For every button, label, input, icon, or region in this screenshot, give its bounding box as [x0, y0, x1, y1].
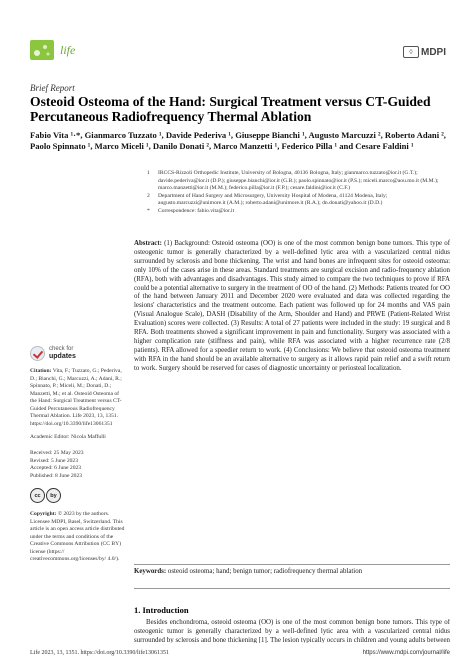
publisher-name: MDPI: [421, 46, 446, 58]
footer-citation: Life 2023, 13, 1351. https://doi.org/10.3390/life13061351: [30, 650, 170, 656]
paragraph: Besides enchondroma, osteoid osteoma (OO) is one of the most common benign bone tumors. This type of osteogenic tumor is generally characterized by a well-defined lytic area with a vascularized central nidus surrounded by sclerosis and bone thickening [1]. The lesion typically occurs in children and young adults between: [134, 619, 450, 643]
keywords-label: Keywords:: [134, 568, 167, 575]
affiliation-item: 2 Department of Hand Surgery and Microsurgery, University Hospital of Modena, 41124 Modena, Italy; augusto.marcuzzi@unimore.it (A.M.); roberto.adani@unimore.it (R.A.); dn.donati@yahoo.it (D.D.): [147, 192, 388, 207]
author-line: Paolo Spinnato ¹, Marco Miceli ¹, Danilo Donati ², Marco Manzetti ¹, Federico Pilla ¹ and Cesare Faldini ¹: [30, 141, 414, 151]
section-heading: 1. Introduction: [134, 605, 189, 615]
introduction-body: [134, 619, 450, 643]
article-title: Osteoid Osteoma of the Hand: Surgical Treatment versus CT-Guided Percutaneous Radiofrequency Thermal Ablation: [30, 94, 431, 124]
date-accepted: Accepted: 6 June 2023: [30, 465, 82, 471]
keywords-text: osteoid osteoma; hand; benign tumor; radiofrequency thermal ablation: [166, 568, 363, 575]
author-list: [30, 130, 450, 152]
journal-logo-icon: [30, 40, 54, 60]
date-revised: Revised: 5 June 2023: [30, 457, 79, 464]
citation-text: Vita, F.; Tuzzato, G.; Pederiva, D.; Bianchi, G.; Marcuzzi, A.; Adani, R.; Spinnato, P.; Miceli, M.; Donati, D.; Manzetti, M.; et al. Osteoid Osteoma of the Hand: Surgical Treatment versus CT-Guided Percutaneous Radiofrequency Thermal Ablation. Life 2023, 13, 1351. https://doi.org/10.3390/life13061351: [30, 368, 122, 427]
abstract: [134, 240, 450, 374]
copyright: [30, 511, 125, 564]
academic-editor: Academic Editor: Nicola Maffulli: [30, 434, 106, 440]
date-received: Received: 25 May 2023: [30, 450, 84, 456]
by-icon: by: [46, 488, 61, 503]
author-line: Fabio Vita ¹·*, Gianmarco Tuzzato ¹, Davide Pederiva ¹, Giuseppe Bianchi ¹, Augusto Marcuzzi ², Roberto Adani ²,: [30, 130, 446, 140]
journal-name: life: [60, 42, 76, 57]
divider: [134, 564, 450, 565]
copyright-text: © 2023 by the authors. Licensee MDPI, Basel, Switzerland. This article is an open access article distributed under the terms and conditions of the Creative Commons Attribution (CC BY) license (https:// creativecommons.org/licenses/by/ 4.0/).: [30, 511, 125, 562]
check-updates-icon: [30, 346, 45, 361]
dates: [30, 450, 125, 480]
affiliation-item: 1 IRCCS-Rizzoli Orthopedic Institute, University of Bologna, 40136 Bologna, Italy; gianmarco.tuzzato@ior.it (G.T.); davide.pederiva@ior.it (D.P.); giuseppe.bianchi@ior.it (G.B.); paolo.spinnato@ior.it (P.S.); miceli.marco@aou.mo.it (M.M.); marco.manzetti@ior.it (M.M.); federico.pilla@ior.it (F.P.); cesare.faldini@ior.it (C.F.): [147, 170, 439, 192]
page-footer: [30, 650, 450, 656]
journal-url-link[interactable]: https://www.mdpi.com/journal/life: [362, 650, 450, 656]
cc-icon: cc: [30, 488, 45, 503]
abstract-text: (1) Background: Osteoid osteoma (OO) is one of the most common benign bone tumors. This type of osteogenic tumor is generally characterized by a well-defined lytic area with a vascularized central nidus surrounded by sclerosis and bone thickening. The wrist and hand bones are infrequent sites for osteoid osteoma: only 10% of the cases arise in these areas. Standard treatments are surgical excision and radio-frequency ablation (RFA), both with advantages and disadvantages. This study aimed to compare the two techniques to prove if RFA could be a potential alternative to surgery in the treatment of OO of the hand. (2) Methods: Patients treated for OO of the hand between January 2011 and December 2020 were evaluated and data was collected regarding the lesions' characteristics and the treatment outcome. Each patient was followed up for 24 months and VAS pain (Visual Analogue Scale), DASH (Disability of the Arm, Shoulder and Hand) and PRWE (Patient-Related Wrist Evaluation) scores were collected. (3) Results: A total of 27 patients were included in the study: 19 surgical and 8 RFA. Both treatments showed a significant improvement in pain and functionality. Surgery was associated with a higher complication rate (stiffness and pain), while RFA was associated with a higher recurrence rate (2/8 patients). RFA allowed for a speedier return to work. (4) Conclusions: We believe that osteoid osteoma treatment with RFA in the hand should be an available alternative to surgery as it allows rapid pain relief and a swift return to work. Surgery should be reserved for cases of diagnostic uncertainty or periosteal localization.: [134, 240, 450, 372]
copyright-label: Copyright:: [30, 511, 57, 517]
check-for-updates-button[interactable]: check for updates: [30, 346, 76, 361]
citation-label: Citation:: [30, 368, 52, 374]
correspondence: * Correspondence: fabio.vita@ior.it: [147, 207, 235, 214]
abstract-label: Abstract:: [134, 240, 162, 247]
citation: [30, 368, 125, 428]
keywords: [134, 568, 450, 577]
date-published: Published: 8 June 2023: [30, 472, 83, 479]
divider: [134, 588, 450, 589]
cc-license-badge[interactable]: [30, 488, 61, 503]
mdpi-logo-icon: ◊: [403, 46, 419, 58]
journal-logo: [30, 40, 75, 60]
publisher-logo: [403, 46, 446, 58]
affiliations: [147, 170, 447, 216]
article-type: Brief Report: [30, 83, 75, 93]
